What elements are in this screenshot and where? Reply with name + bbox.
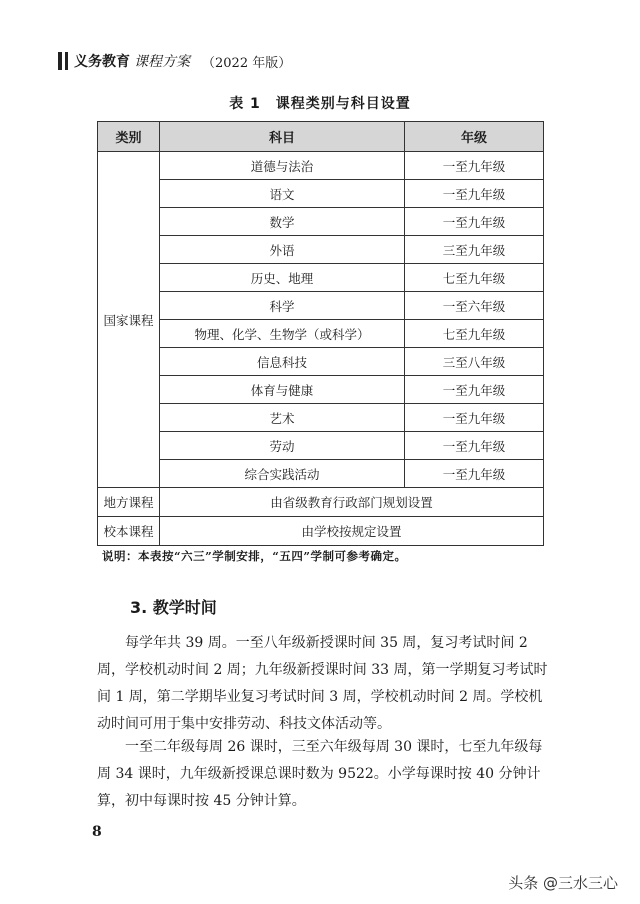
table-row [98, 404, 544, 432]
paragraph-text: 一至二年级每周 26 课时，三至六年级每周 30 课时，七至九年级每周 34 课时，九年级新授课总课时数为 9522。小学每课时按 40 分钟计算，初中每课时按 45 分钟计算。 [97, 739, 543, 809]
table-row [98, 376, 544, 404]
local-text: 由省级教育行政部门规划设置 [160, 488, 544, 517]
subject-cell: 科学 [160, 292, 405, 320]
column-header-subject: 科目 [160, 122, 405, 152]
table-row [98, 236, 544, 264]
subject-cell: 信息科技 [160, 348, 405, 376]
header-edition: （2022 年版） [202, 55, 292, 71]
grade-cell: 一至九年级 [405, 152, 544, 180]
subject-cell: 语文 [160, 180, 405, 208]
subject-cell: 综合实践活动 [160, 460, 405, 488]
paragraph [97, 630, 549, 738]
table-row [98, 348, 544, 376]
header-bar-icon [58, 52, 62, 70]
subject-cell: 历史、地理 [160, 264, 405, 292]
category-school: 校本课程 [98, 517, 160, 546]
header-title: 义务教育 [74, 54, 130, 70]
paragraph-text: 每学年共 39 周。一至八年级新授课时间 35 周，复习考试时间 2 周，学校机动时间 2 周；九年级新授课时间 33 周，第一学期复习考试时间 1 周，第二学期毕业复习考试时间 3 周，学校机动时间 2 周。学校机动时间可用于集中安排劳动、科技文体活动等。 [97, 635, 548, 732]
grade-cell: 三至九年级 [405, 236, 544, 264]
grade-cell: 一至九年级 [405, 376, 544, 404]
section-heading: 3. 教学时间 [130, 598, 217, 617]
grade-cell: 一至九年级 [405, 404, 544, 432]
table-row [98, 264, 544, 292]
table-header-row [98, 122, 544, 152]
column-header-grade: 年级 [405, 122, 544, 152]
subject-cell: 数学 [160, 208, 405, 236]
course-table [97, 121, 544, 546]
subject-cell: 体育与健康 [160, 376, 405, 404]
school-text: 由学校按规定设置 [160, 517, 544, 546]
grade-cell: 一至九年级 [405, 460, 544, 488]
category-local: 地方课程 [98, 488, 160, 517]
grade-cell: 七至九年级 [405, 264, 544, 292]
grade-cell: 一至六年级 [405, 292, 544, 320]
table-row [98, 152, 544, 180]
subject-cell: 劳动 [160, 432, 405, 460]
table-caption: 表 1 课程类别与科目设置 [229, 96, 411, 112]
subject-cell: 物理、化学、生物学（或科学） [160, 320, 405, 348]
table-row [98, 208, 544, 236]
grade-cell: 三至八年级 [405, 348, 544, 376]
table-row [98, 180, 544, 208]
category-national: 国家课程 [98, 152, 160, 488]
paragraph [97, 734, 549, 815]
subject-cell: 艺术 [160, 404, 405, 432]
running-header [58, 50, 291, 72]
table-note: 说明：本表按“六三”学制安排，“五四”学制可参考确定。 [102, 549, 407, 563]
table-row [98, 432, 544, 460]
watermark: 头条 @三水三心 [508, 874, 618, 892]
header-subtitle: 课程方案 [134, 54, 190, 70]
subject-cell: 外语 [160, 236, 405, 264]
table-row [98, 320, 544, 348]
grade-cell: 七至九年级 [405, 320, 544, 348]
table-row [98, 460, 544, 488]
grade-cell: 一至九年级 [405, 208, 544, 236]
subject-cell: 道德与法治 [160, 152, 405, 180]
page-number: 8 [92, 824, 102, 840]
column-header-category: 类别 [98, 122, 160, 152]
table-body [98, 152, 544, 546]
grade-cell: 一至九年级 [405, 180, 544, 208]
header-bar-icon [65, 52, 68, 70]
table-row-school [98, 517, 544, 546]
table-row [98, 292, 544, 320]
table-row-local [98, 488, 544, 517]
grade-cell: 一至九年级 [405, 432, 544, 460]
